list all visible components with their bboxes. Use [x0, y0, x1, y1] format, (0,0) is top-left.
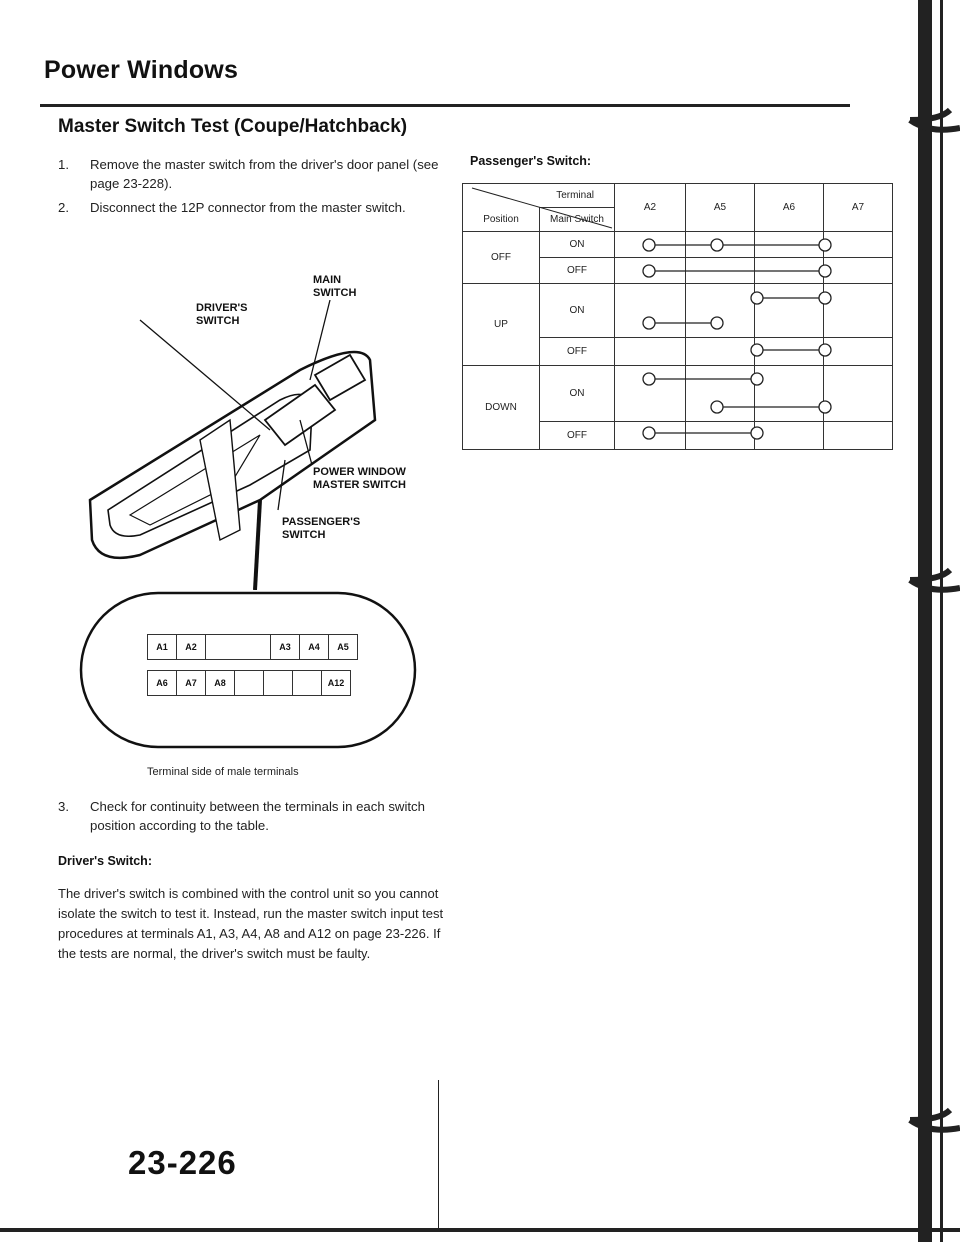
terminal-empty — [235, 671, 264, 696]
step-text: Check for continuity between the terminals in each switch position according to the table. — [90, 799, 425, 833]
figure-caption: Terminal side of male terminals — [147, 766, 299, 778]
center-divider — [438, 1080, 439, 1230]
terminal-header: A7 — [824, 184, 893, 232]
header-terminal: Terminal — [463, 184, 615, 208]
main-switch-label: MAIN SWITCH — [313, 274, 357, 299]
header-main-switch: Main Switch — [540, 208, 615, 232]
page-title: Power Windows — [44, 56, 239, 84]
master-switch-illustration — [80, 300, 380, 590]
drivers-switch-text: The driver's switch is combined with the control unit so you cannot isolate the switch to test it. Instead, run the master switch input test procedures at terminals A1, A3, A4, A8 and A12 on page 23-226. If the tests are normal, the driver's switch must be faulty. — [58, 886, 444, 961]
terminal: A2 — [177, 635, 206, 660]
header-position: Position — [463, 208, 540, 232]
terminal: A4 — [300, 635, 329, 660]
terminal-header: A6 — [755, 184, 824, 232]
terminal-header: A5 — [686, 184, 755, 232]
terminal-key — [206, 635, 271, 660]
terminal: A6 — [148, 671, 177, 696]
continuity-marks — [462, 183, 902, 483]
drivers-switch-heading: Driver's Switch: — [58, 854, 152, 868]
connector-row-1 — [147, 634, 358, 660]
terminal: A1 — [148, 635, 177, 660]
bottom-bar — [0, 1228, 960, 1232]
terminal: A7 — [177, 671, 206, 696]
title-rule — [40, 104, 850, 107]
step-number: 2. — [58, 200, 69, 215]
position-up: UP — [463, 284, 540, 366]
step-number: 1. — [58, 157, 69, 172]
terminal-empty — [264, 671, 293, 696]
terminal: A3 — [271, 635, 300, 660]
page-number: 23-226 — [128, 1144, 237, 1181]
terminal-header: A2 — [615, 184, 686, 232]
main-off: OFF — [540, 338, 615, 366]
main-on: ON — [540, 366, 615, 422]
main-on: ON — [540, 232, 615, 258]
step-text: Remove the master switch from the driver's door panel (see page 23-228). — [90, 157, 439, 191]
position-down: DOWN — [463, 366, 540, 450]
passengers-switch-label: PASSENGER'S SWITCH — [282, 516, 361, 541]
section-title: Master Switch Test (Coupe/Hatchback) — [58, 116, 408, 137]
step-number: 3. — [58, 799, 69, 814]
main-off: OFF — [540, 258, 615, 284]
main-on: ON — [540, 284, 615, 338]
connector-row-2 — [147, 670, 351, 696]
position-off: OFF — [463, 232, 540, 284]
main-off: OFF — [540, 422, 615, 450]
step-text: Disconnect the 12P connector from the master switch. — [90, 200, 406, 215]
master-switch-label: POWER WINDOW MASTER SWITCH — [313, 466, 406, 491]
drivers-switch-label: DRIVER'S SWITCH — [196, 302, 248, 327]
terminal-empty — [293, 671, 322, 696]
terminal: A12 — [322, 671, 351, 696]
passengers-switch-heading: Passenger's Switch: — [470, 154, 592, 168]
terminal: A5 — [329, 635, 358, 660]
terminal: A8 — [206, 671, 235, 696]
